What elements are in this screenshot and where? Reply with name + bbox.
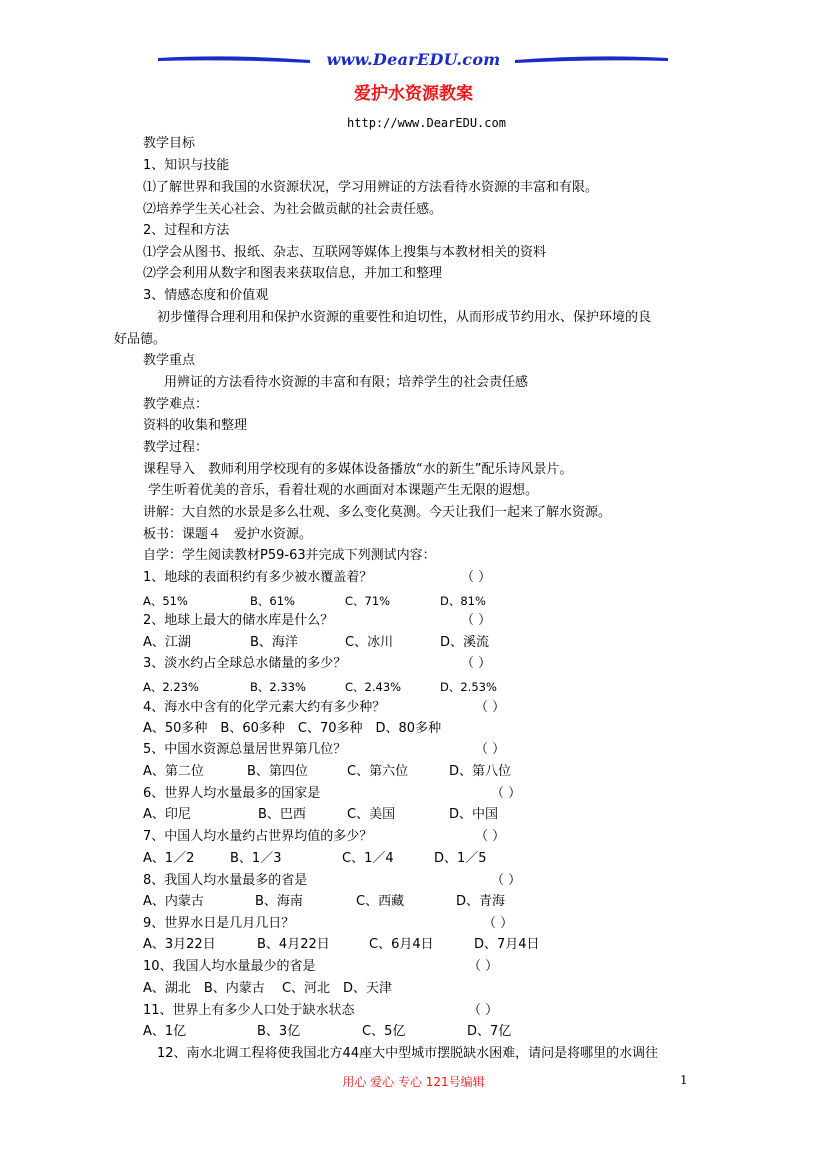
section-heading: 教学难点： (143, 397, 209, 412)
paragraph-line: 资料的收集和整理 (143, 418, 248, 433)
source-url: http://www.DearEDU.com (347, 116, 506, 130)
brand-logo-text: www.DearEDU.com (326, 50, 501, 69)
option-d: D、中国 (449, 807, 499, 822)
question-line: 9、世界水日是几月几日？ (143, 916, 295, 931)
answer-blank: （ ） (475, 829, 506, 844)
paragraph-line: 讲解：大自然的水景是多么壮观、多么变化莫测。今天让我们一起来了解水资源。 (143, 505, 612, 520)
answer-blank: （ ） (483, 916, 514, 931)
answer-blank: （ ） (491, 873, 522, 888)
objective-item: ⑴学会从图书、报纸、杂志、互联网等媒体上搜集与本教材相关的资料 (143, 245, 547, 260)
objective-item: ⑵学会利用从数字和图表来获取信息，并加工和整理 (143, 266, 443, 281)
paragraph-line: 用辨证的方法看待水资源的丰富和有限；培养学生的社会责任感 (164, 375, 529, 390)
answer-blank: （ ） (475, 742, 506, 757)
option-b: B、2.33% (250, 680, 306, 694)
option-a: A、1／2 (143, 851, 195, 866)
answer-blank: （ ） (468, 1003, 499, 1018)
paragraph-line: 板书：课题４ 爱护水资源。 (143, 527, 313, 542)
option-c: C、美国 (347, 807, 396, 822)
question-line: 12、南水北调工程将使我国北方44座大中型城市摆脱缺水困难，请问是将哪里的水调往 (157, 1046, 659, 1061)
option-a: A、印尼 (143, 807, 191, 822)
subsection-heading: 2、过程和方法 (143, 223, 230, 238)
option-c: C、5亿 (362, 1024, 406, 1039)
option-d: D、7亿 (467, 1024, 512, 1039)
subsection-heading: 3、情感态度和价值观 (143, 288, 269, 303)
option-a: A、内蒙古 (143, 894, 204, 909)
option-c: C、71% (345, 594, 391, 608)
option-a: A、1亿 (143, 1024, 187, 1039)
option-c: C、第六位 (347, 764, 409, 779)
question-line: 7、中国人均水量约占世界均值的多少？ (143, 829, 373, 844)
section-heading: 教学重点 (143, 353, 196, 368)
option-c: C、6月4日 (369, 937, 434, 952)
page-number: 1 (680, 1073, 688, 1087)
option-a: A、江湖 (143, 635, 191, 650)
option-a: A、3月22日 (143, 937, 216, 952)
paragraph-line: 学生听着优美的音乐，看着壮观的水画面对本课题产生无限的遐想。 (148, 483, 539, 498)
answer-blank: （ ） (461, 570, 492, 585)
option-d: D、2.53% (440, 680, 497, 694)
option-a: A、2.23% (143, 680, 199, 694)
options-line: A、湖北 B、内蒙古 C、河北 D、天津 (143, 981, 393, 996)
option-c: C、冰川 (345, 635, 394, 650)
option-a: A、51% (143, 594, 188, 608)
paragraph-line: 自学：学生阅读教材P59-63并完成下列测试内容： (143, 548, 436, 563)
option-b: B、1／3 (230, 851, 282, 866)
question-line: 5、中国水资源总量居世界第几位？ (143, 742, 347, 757)
option-b: B、海南 (255, 894, 303, 909)
question-line: 10、我国人均水量最少的省是 (143, 959, 316, 974)
objective-item: ⑵培养学生关心社会、为社会做贡献的社会责任感。 (143, 202, 443, 217)
answer-blank: （ ） (468, 959, 499, 974)
option-d: D、溪流 (440, 635, 490, 650)
question-line: 8、我国人均水量最多的省是 (143, 873, 308, 888)
option-d: D、1／5 (434, 851, 487, 866)
option-b: B、4月22日 (257, 937, 330, 952)
question-line: 4、海水中含有的化学元素大约有多少种？ (143, 700, 386, 715)
answer-blank: （ ） (461, 613, 492, 628)
options-line: A、50多种 B、60多种 C、70多种 D、80多种 (143, 721, 442, 736)
question-line: 6、世界人均水量最多的国家是 (143, 786, 321, 801)
option-c: C、2.43% (345, 680, 402, 694)
option-a: A、第二位 (143, 764, 204, 779)
page-title: 爱护水资源教案 (354, 84, 473, 104)
option-d: D、青海 (456, 894, 506, 909)
footer-text: 用心 爱心 专心 121号编辑 (342, 1075, 485, 1089)
answer-blank: （ ） (491, 786, 522, 801)
option-d: D、第八位 (449, 764, 512, 779)
answer-blank: （ ） (461, 656, 492, 671)
section-heading: 教学过程： (143, 440, 209, 455)
paragraph-line: 初步懂得合理利用和保护水资源的重要性和迫切性，从而形成节约用水、保护环境的良 (157, 310, 652, 325)
answer-blank: （ ） (475, 700, 506, 715)
question-line: 11、世界上有多少人口处于缺水状态 (143, 1003, 355, 1018)
paragraph-line: 课程导入 教师利用学校现有的多媒体设备播放“水的新生”配乐诗风景片。 (143, 462, 573, 477)
objective-item: ⑴了解世界和我国的水资源状况，学习用辨证的方法看待水资源的丰富和有限。 (143, 180, 599, 195)
option-d: D、81% (440, 594, 486, 608)
question-line: 3、淡水约占全球总水储量的多少？ (143, 656, 347, 671)
subsection-heading: 1、知识与技能 (143, 158, 230, 173)
question-line: 2、地球上最大的储水库是什么？ (143, 613, 334, 628)
option-d: D、7月4日 (474, 937, 540, 952)
option-b: B、第四位 (247, 764, 308, 779)
option-b: B、巴西 (258, 807, 306, 822)
option-b: B、61% (250, 594, 295, 608)
option-b: B、海洋 (250, 635, 298, 650)
option-c: C、1／4 (342, 851, 394, 866)
paragraph-line: 好品德。 (114, 332, 167, 347)
option-b: B、3亿 (257, 1024, 301, 1039)
question-line: 1、地球的表面积约有多少被水覆盖着？ (143, 570, 373, 585)
option-c: C、西藏 (356, 894, 405, 909)
section-heading: 教学目标 (143, 136, 196, 151)
